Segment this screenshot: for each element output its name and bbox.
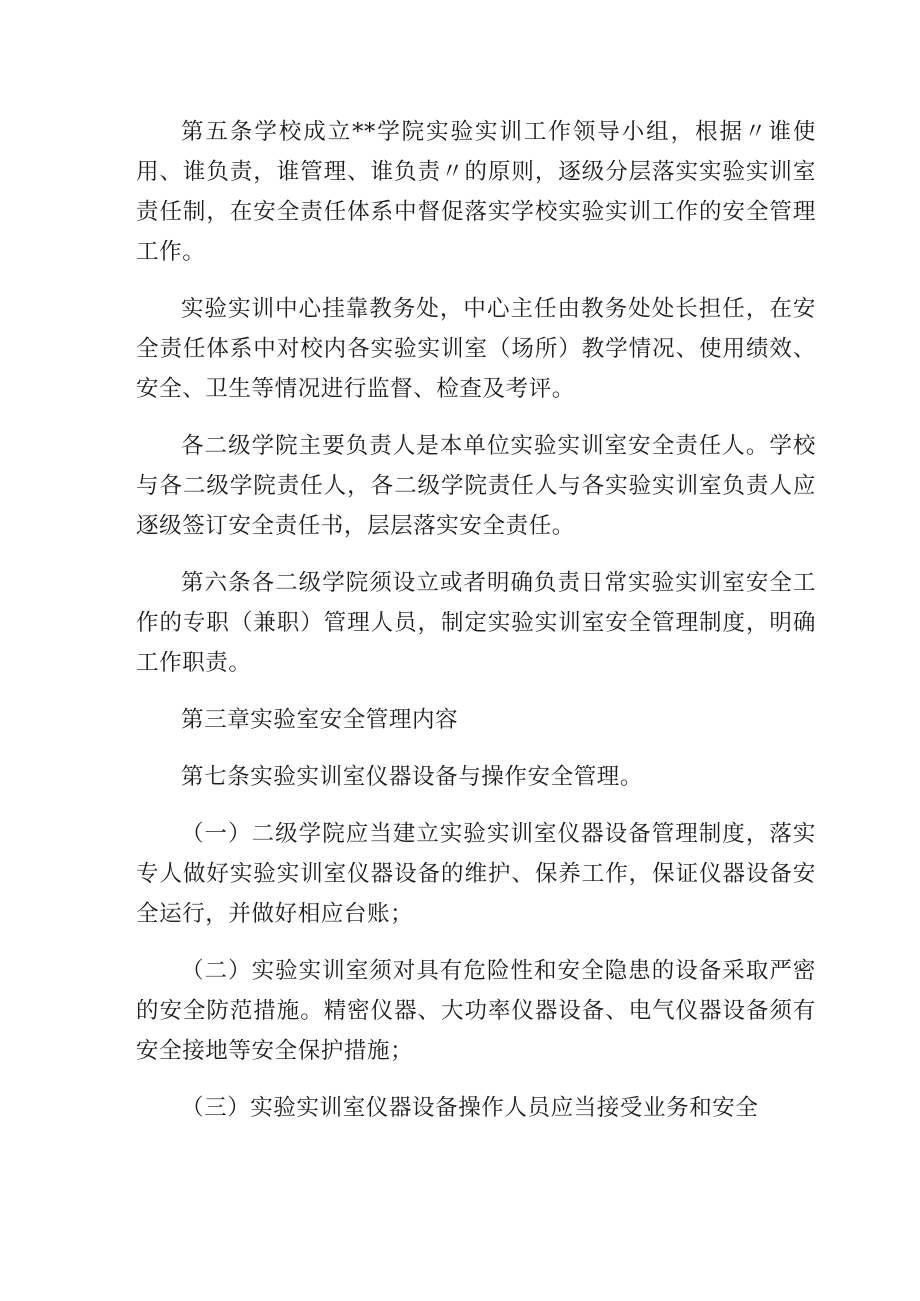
paragraph-college-responsibility: 各二级学院主要负责人是本单位实验实训室安全责任人。学校与各二级学院责任人，各二级学院责任人与各实验实训室负责人应逐级签订安全责任书，层层落实安全责任。 (136, 433, 816, 539)
paragraph-article-6: 第六条各二级学院须设立或者明确负责日常实验实训室安全工作的专职（兼职）管理人员，制定实验实训室安全管理制度，明确工作职责。 (136, 570, 816, 676)
paragraph-training-center: 实验实训中心挂靠教务处，中心主任由教务处处长担任，在安全责任体系中对校内各实验实训室（场所）教学情况、使用绩效、安全、卫生等情况进行监督、检查及考评。 (136, 296, 816, 402)
paragraph-item-3: （三）实验实训室仪器设备操作人员应当接受业务和安全 (181, 1095, 759, 1121)
paragraph-article-5: 第五条学校成立**学院实验实训工作领导小组，根据〃谁使用、谁负责，谁管理、谁负责〃的原则，逐级分层落实实验实训室责任制，在安全责任体系中督促落实学校实验实训工作的安全管理工作。 (136, 119, 816, 265)
paragraph-article-7: 第七条实验实训室仪器设备与操作安全管理。 (181, 764, 644, 790)
document-page (136, 112, 816, 1128)
paragraph-item-2: （二）实验实训室须对具有危险性和安全隐患的设备采取严密的安全防范措施。精密仪器、大功率仪器设备、电气仪器设备须有安全接地等安全保护措施； (136, 958, 816, 1064)
chapter-3-heading: 第三章实验室安全管理内容 (181, 707, 459, 733)
paragraph-item-1: （一）二级学院应当建立实验实训室仪器设备管理制度，落实专人做好实验实训室仪器设备的维护、保养工作，保证仪器设备安全运行，并做好相应台账； (136, 821, 816, 927)
